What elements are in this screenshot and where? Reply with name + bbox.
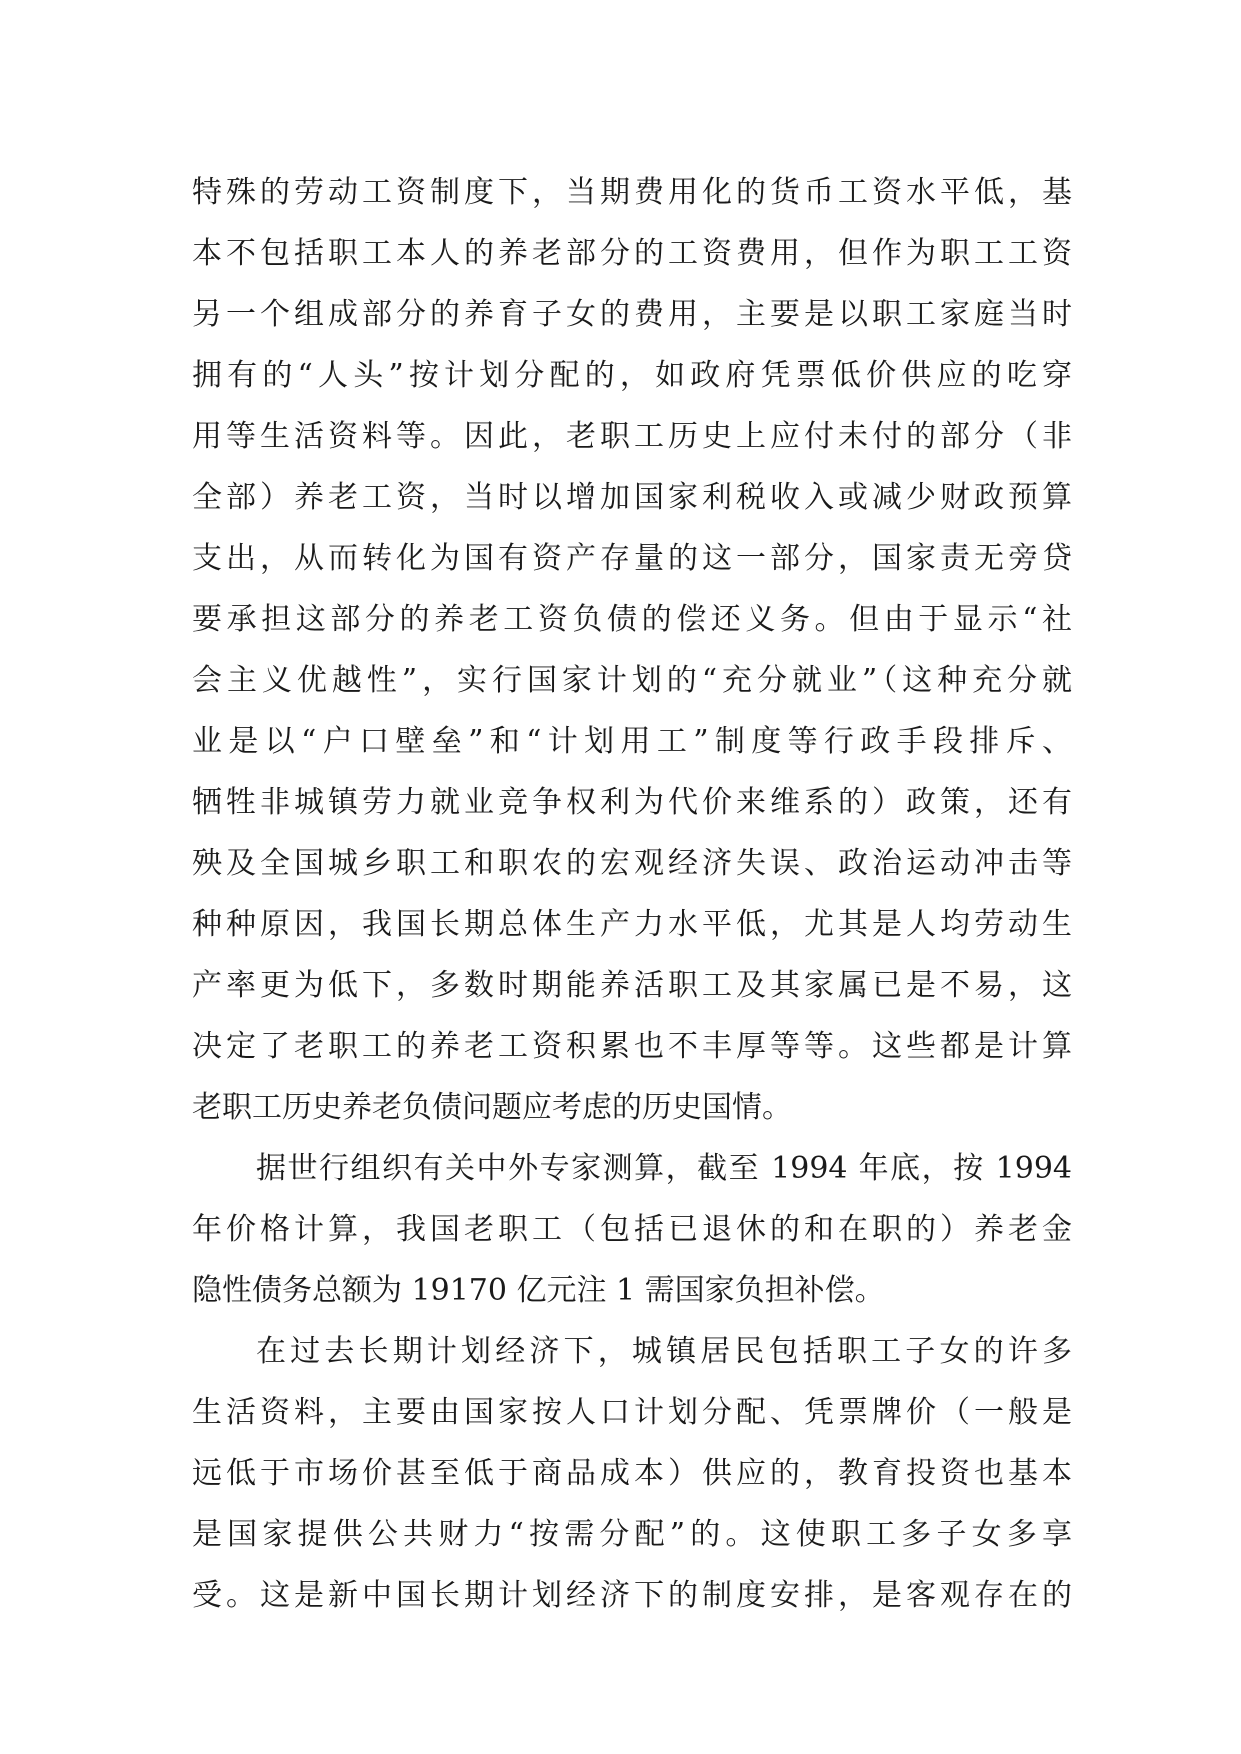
text-line: 老职工历史养老负债问题应考虑的历史国情。 (192, 1090, 792, 1125)
text-line: 隐性债务总额为 19170 亿元注 1 需国家负担补偿。 (192, 1273, 885, 1308)
text-line: 另一个组成部分的养育子女的费用，主要是以职工家庭当时 (192, 297, 1072, 332)
text-line: 支出，从而转化为国有资产存量的这一部分，国家责无旁贷 (192, 541, 1072, 576)
paragraph-1 (192, 162, 1072, 1138)
text-line: 要承担这部分的养老工资负债的偿还义务。但由于显示“社 (192, 602, 1072, 637)
body-text (192, 162, 1072, 1626)
text-line: 远低于市场价甚至低于商品成本）供应的，教育投资也基本 (192, 1456, 1072, 1491)
text-line: 产率更为低下，多数时期能养活职工及其家属已是不易，这 (192, 968, 1072, 1003)
text-line: 全部）养老工资，当时以增加国家利税收入或减少财政预算 (192, 480, 1072, 515)
text-line: 拥有的“人头”按计划分配的，如政府凭票低价供应的吃穿 (192, 358, 1072, 393)
text-line: 殃及全国城乡职工和职农的宏观经济失误、政治运动冲击等 (192, 846, 1072, 881)
text-line: 在过去长期计划经济下，城镇居民包括职工子女的许多 (256, 1334, 1072, 1369)
text-line: 会主义优越性”，实行国家计划的“充分就业”（这种充分就 (192, 663, 1072, 698)
text-line: 据世行组织有关中外专家测算，截至 1994 年底，按 1994 (256, 1151, 1072, 1186)
text-line: 生活资料，主要由国家按人口计划分配、凭票牌价（一般是 (192, 1395, 1072, 1430)
text-line: 受。这是新中国长期计划经济下的制度安排，是客观存在的 (192, 1578, 1072, 1613)
text-line: 决定了老职工的养老工资积累也不丰厚等等。这些都是计算 (192, 1029, 1072, 1064)
text-line: 用等生活资料等。因此，老职工历史上应付未付的部分（非 (192, 419, 1072, 454)
text-line: 年价格计算，我国老职工（包括已退休的和在职的）养老金 (192, 1212, 1072, 1247)
paragraph-3 (192, 1321, 1072, 1626)
text-line: 牺牲非城镇劳力就业竞争权利为代价来维系的）政策，还有 (192, 785, 1072, 820)
text-line: 种种原因，我国长期总体生产力水平低，尤其是人均劳动生 (192, 907, 1072, 942)
paragraph-2 (192, 1138, 1072, 1321)
text-line: 特殊的劳动工资制度下，当期费用化的货币工资水平低，基 (192, 175, 1072, 210)
text-line: 是国家提供公共财力“按需分配”的。这使职工多子女多享 (192, 1517, 1072, 1552)
text-line: 业是以“户口壁垒”和“计划用工”制度等行政手段排斥、 (192, 724, 1072, 759)
text-line: 本不包括职工本人的养老部分的工资费用，但作为职工工资 (192, 236, 1072, 271)
